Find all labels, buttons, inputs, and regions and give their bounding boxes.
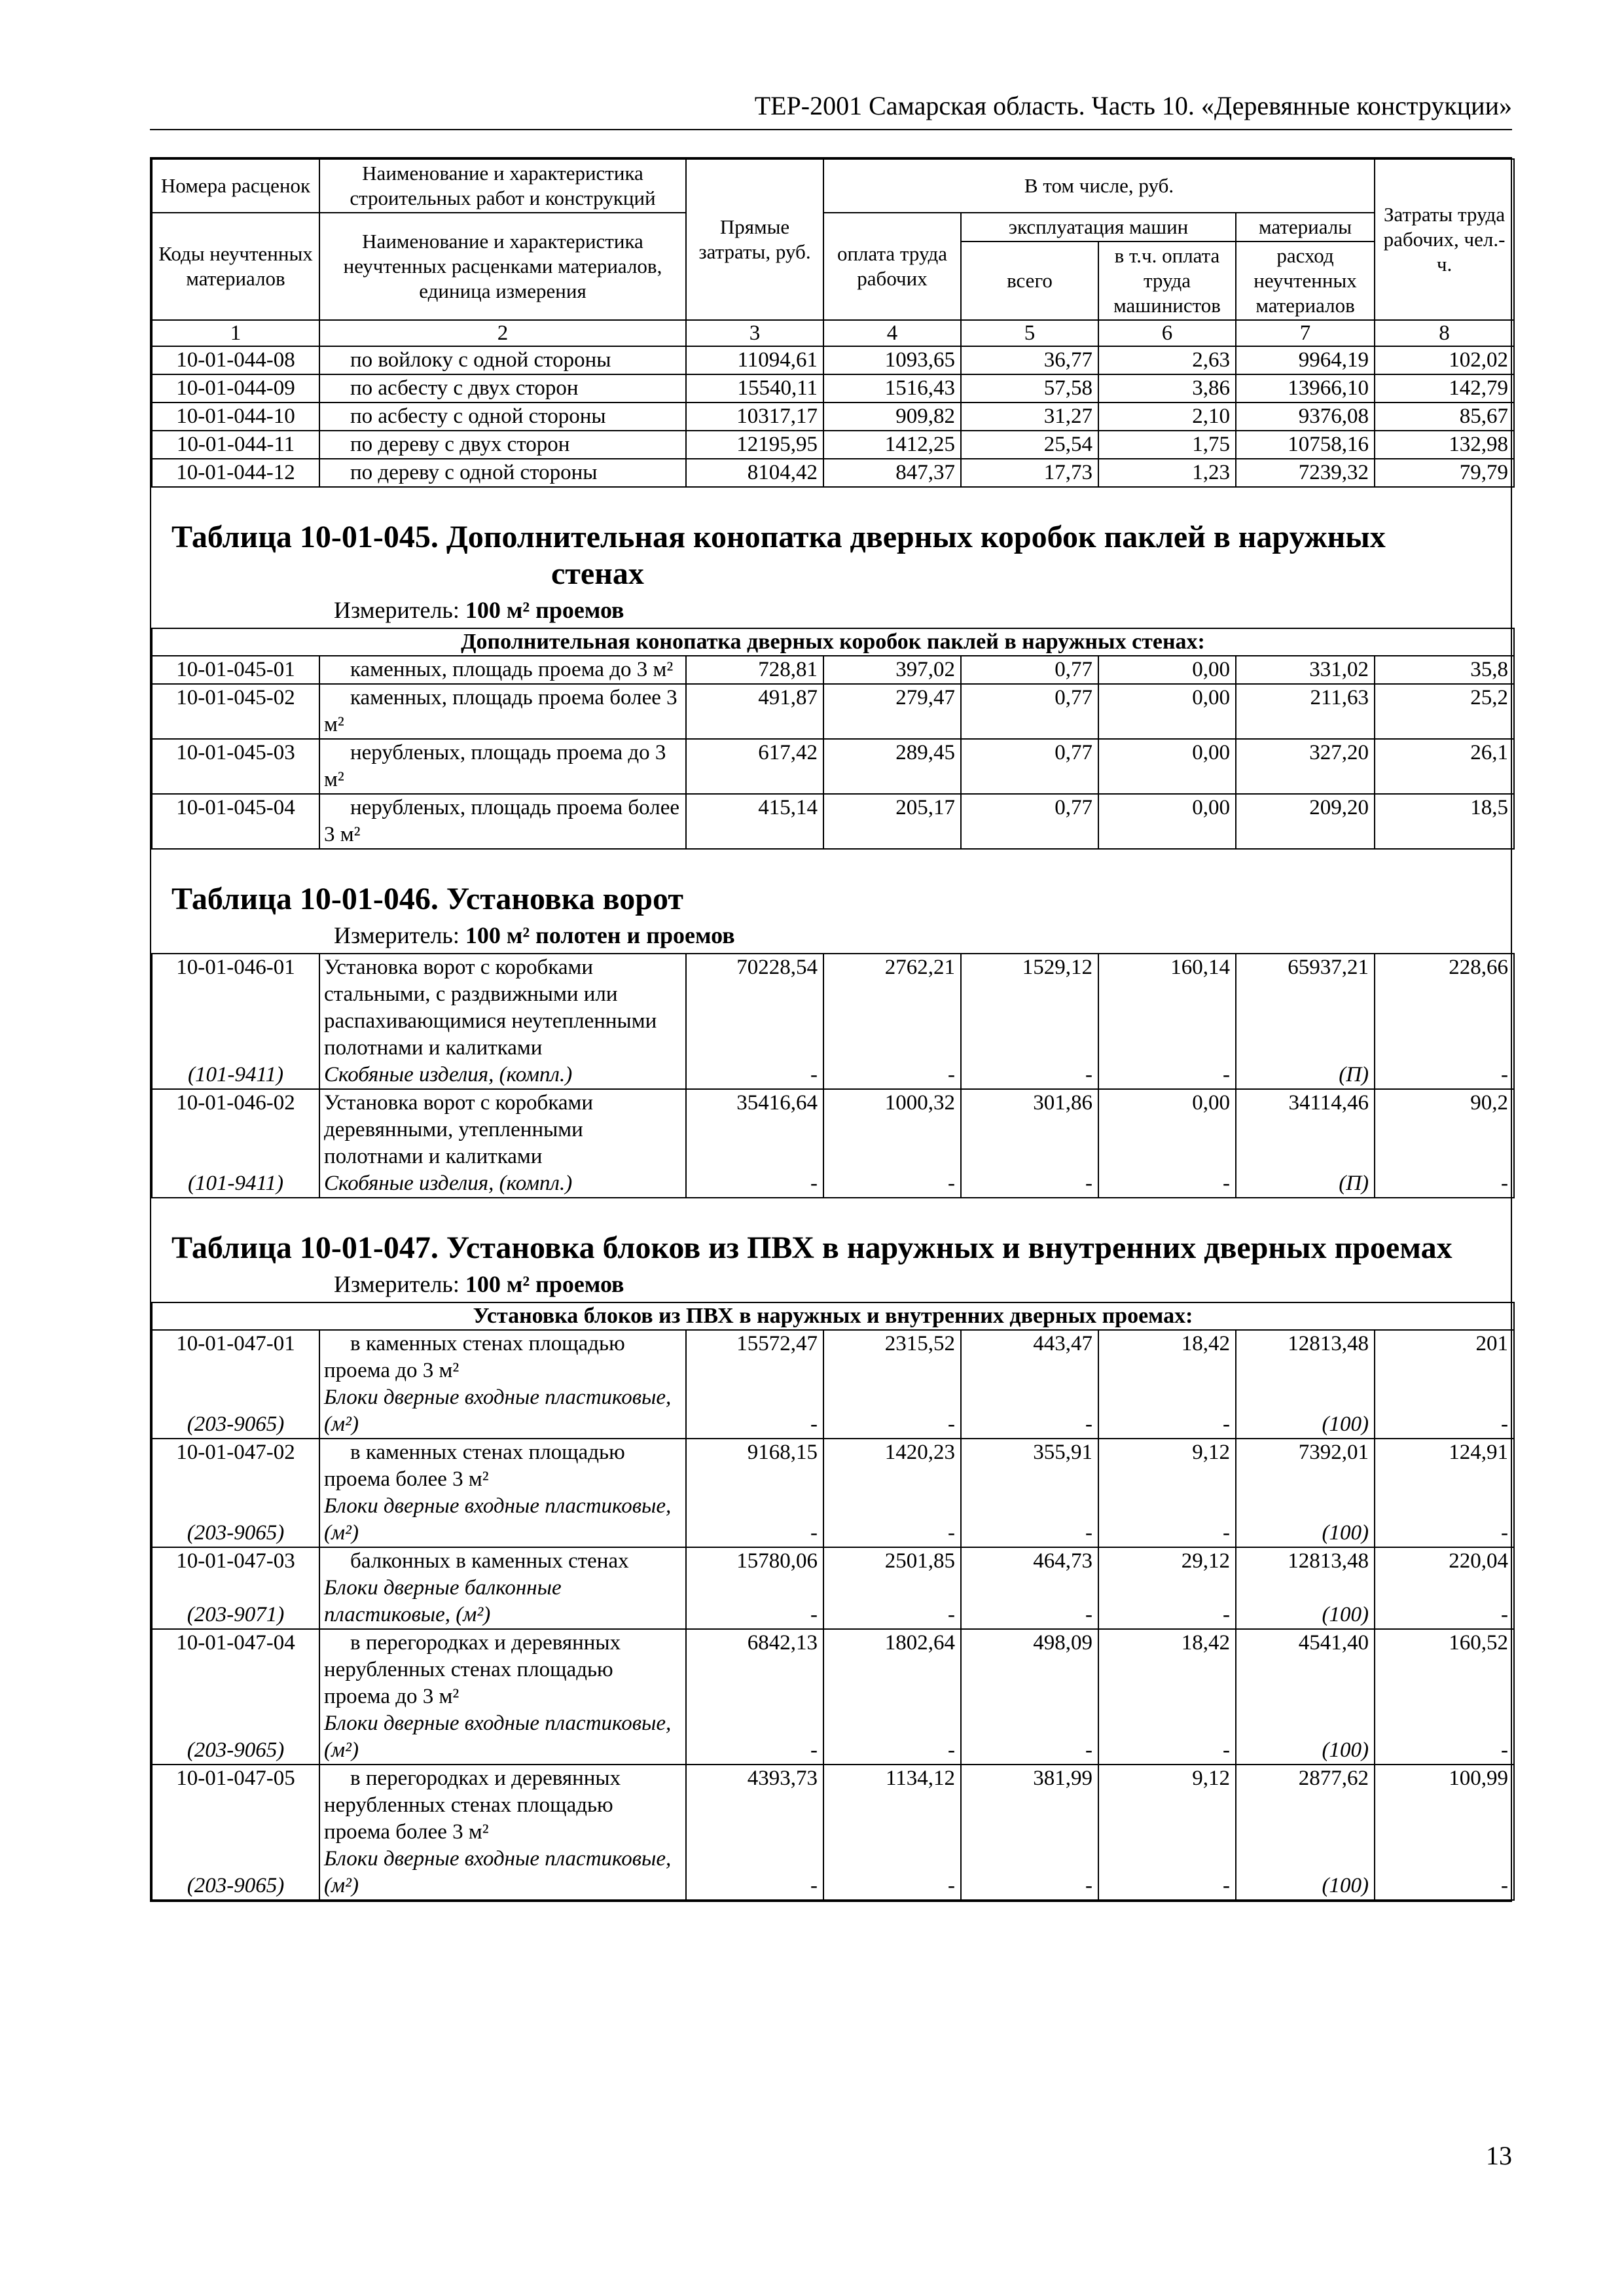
page-number: 13 xyxy=(1486,2141,1512,2170)
work-name: в каменных стенах площадью проема более 3 м² xyxy=(324,1441,625,1491)
value: 464,73 xyxy=(1033,1549,1092,1573)
rate-code: 10-01-044-11 xyxy=(152,431,319,459)
col-number: 5 xyxy=(961,320,1098,346)
value-cell xyxy=(686,1089,823,1198)
value-cell: 35,8 xyxy=(1375,656,1514,684)
table-row xyxy=(152,346,1514,374)
section-heading xyxy=(152,849,1514,954)
value-cell: 0,77 xyxy=(961,739,1098,794)
value-cell xyxy=(1236,1547,1375,1629)
table-row xyxy=(152,1439,1514,1547)
material-value: - xyxy=(1085,1874,1092,1897)
table-row xyxy=(152,1547,1514,1629)
value-cell: 18,5 xyxy=(1375,794,1514,849)
value-cell: 0,77 xyxy=(961,794,1098,849)
material-value: - xyxy=(1085,1521,1092,1545)
table-row xyxy=(152,403,1514,431)
material-value: (100) xyxy=(1322,1521,1369,1545)
rates-table xyxy=(151,158,1515,1901)
value: 4393,73 xyxy=(747,1767,818,1790)
value-cell xyxy=(1098,954,1236,1089)
value-cell: 1,23 xyxy=(1098,459,1236,487)
material-value: - xyxy=(948,1874,955,1897)
col-group-including: В том числе, руб. xyxy=(823,159,1375,213)
material-value: (100) xyxy=(1322,1738,1369,1762)
value: 228,66 xyxy=(1449,956,1509,979)
col-group-machines: эксплуатация машин xyxy=(961,213,1236,242)
value-cell: 1,75 xyxy=(1098,431,1236,459)
value: 7392,01 xyxy=(1298,1441,1369,1464)
work-name: по дереву с двух сторон xyxy=(319,431,686,459)
material-name: Блоки дверные входные пластиковые, (м²) xyxy=(324,1386,672,1436)
rate-code: 10-01-045-03 xyxy=(152,739,319,794)
material-value: - xyxy=(1223,1603,1230,1626)
value-cell: 728,81 xyxy=(686,656,823,684)
value-cell: 211,63 xyxy=(1236,684,1375,739)
material-value: - xyxy=(1501,1874,1509,1897)
value-cell: 0,00 xyxy=(1098,656,1236,684)
value-cell xyxy=(1236,1439,1375,1547)
value-cell xyxy=(1098,1629,1236,1765)
col-number: 7 xyxy=(1236,320,1375,346)
table-10-01-045 xyxy=(152,487,1514,849)
value-cell: 279,47 xyxy=(823,684,961,739)
value-cell: 85,67 xyxy=(1375,403,1514,431)
value: 2762,21 xyxy=(884,956,955,979)
col-group-materials: материалы xyxy=(1236,213,1375,242)
rate-code: 10-01-046-01 xyxy=(176,956,295,979)
material-value: - xyxy=(1223,1738,1230,1762)
material-code: (101-9411) xyxy=(187,1063,284,1086)
work-name: балконных в каменных стенах xyxy=(350,1549,629,1573)
value-cell: 0,00 xyxy=(1098,794,1236,849)
value-cell xyxy=(1375,1330,1514,1439)
table-row xyxy=(152,794,1514,849)
material-value: - xyxy=(1085,1603,1092,1626)
table-row xyxy=(152,954,1514,1089)
value: 15780,06 xyxy=(736,1549,818,1573)
col-number: 3 xyxy=(686,320,823,346)
value-cell: 289,45 xyxy=(823,739,961,794)
value: 443,47 xyxy=(1033,1332,1092,1355)
value-cell: 13966,10 xyxy=(1236,374,1375,403)
value-cell xyxy=(1375,1547,1514,1629)
name-cell xyxy=(319,1629,686,1765)
value-cell: 2,63 xyxy=(1098,346,1236,374)
material-name: Блоки дверные входные пластиковые, (м²) xyxy=(324,1847,672,1897)
material-code: (203-9065) xyxy=(187,1874,285,1897)
material-value: - xyxy=(810,1412,818,1436)
value-cell xyxy=(1375,1629,1514,1765)
value-cell: 10758,16 xyxy=(1236,431,1375,459)
rate-code: 10-01-047-05 xyxy=(176,1767,295,1790)
value-cell xyxy=(961,1547,1098,1629)
value-cell: 17,73 xyxy=(961,459,1098,487)
value: 301,86 xyxy=(1033,1091,1092,1115)
value-cell xyxy=(823,1439,961,1547)
value: 160,52 xyxy=(1449,1631,1509,1655)
rate-code: 10-01-046-02 xyxy=(176,1091,295,1115)
table-meter: Измеритель: 100 м² полотен и проемов xyxy=(334,922,735,948)
section-heading xyxy=(152,487,1514,628)
table-row xyxy=(152,374,1514,403)
value: 1420,23 xyxy=(884,1441,955,1464)
value: 9,12 xyxy=(1192,1441,1230,1464)
value-cell xyxy=(686,954,823,1089)
value-cell: 617,42 xyxy=(686,739,823,794)
work-name: по асбесту с двух сторон xyxy=(319,374,686,403)
value: 15572,47 xyxy=(736,1332,818,1355)
material-value: - xyxy=(810,1874,818,1897)
material-value: - xyxy=(1223,1521,1230,1545)
value: 1000,32 xyxy=(884,1091,955,1115)
value-cell: 11094,61 xyxy=(686,346,823,374)
rate-code: 10-01-045-01 xyxy=(152,656,319,684)
value-cell xyxy=(686,1330,823,1439)
value-cell xyxy=(1375,1089,1514,1198)
work-name: по войлоку с одной стороны xyxy=(319,346,686,374)
material-code: (203-9065) xyxy=(187,1412,285,1436)
table-subheader: Установка блоков из ПВХ в наружных и внутренних дверных проемах: xyxy=(152,1302,1514,1330)
value-cell xyxy=(823,1089,961,1198)
value-cell: 31,27 xyxy=(961,403,1098,431)
value-cell xyxy=(1098,1330,1236,1439)
value: 2877,62 xyxy=(1298,1767,1369,1790)
name-cell xyxy=(319,1765,686,1900)
value-cell: 15540,11 xyxy=(686,374,823,403)
material-value: - xyxy=(948,1521,955,1545)
material-value: - xyxy=(948,1603,955,1626)
value-cell: 2,10 xyxy=(1098,403,1236,431)
value: 1802,64 xyxy=(884,1631,955,1655)
value: 220,04 xyxy=(1449,1549,1509,1573)
value-cell: 205,17 xyxy=(823,794,961,849)
material-value: - xyxy=(1501,1063,1509,1086)
value-cell: 1412,25 xyxy=(823,431,961,459)
material-code: (203-9065) xyxy=(187,1521,285,1545)
value: 12813,48 xyxy=(1288,1332,1369,1355)
table-row xyxy=(152,1089,1514,1198)
material-code: (101-9411) xyxy=(187,1172,284,1195)
material-code: (203-9065) xyxy=(187,1738,285,1762)
value: 381,99 xyxy=(1033,1767,1092,1790)
value: 1134,12 xyxy=(885,1767,955,1790)
material-value: - xyxy=(1085,1412,1092,1436)
value-cell: 9964,19 xyxy=(1236,346,1375,374)
col-material-codes: Коды неучтенных материалов xyxy=(152,213,319,320)
value-cell: 0,77 xyxy=(961,656,1098,684)
material-value: - xyxy=(1085,1172,1092,1195)
rate-code: 10-01-047-03 xyxy=(176,1549,295,1573)
material-value: - xyxy=(948,1738,955,1762)
table-header xyxy=(152,159,1514,346)
section-heading xyxy=(152,1198,1514,1302)
table-row xyxy=(152,1629,1514,1765)
table-row xyxy=(152,1765,1514,1900)
col-number: 8 xyxy=(1375,320,1514,346)
value-cell xyxy=(1098,1439,1236,1547)
value: 498,09 xyxy=(1033,1631,1092,1655)
work-name: каменных, площадь проема до 3 м² xyxy=(319,656,686,684)
table-title: Таблица 10-01-046. Установка ворот xyxy=(171,882,683,916)
value: 160,14 xyxy=(1170,956,1230,979)
value: 9,12 xyxy=(1192,1767,1230,1790)
value-cell xyxy=(686,1547,823,1629)
value: 6842,13 xyxy=(747,1631,818,1655)
work-name: нерубленых, площадь проема более 3 м² xyxy=(319,794,686,849)
material-value: - xyxy=(1501,1412,1509,1436)
running-header: ТЕР-2001 Самарская область. Часть 10. «Деревянные конструкции» xyxy=(754,91,1512,120)
value: 90,2 xyxy=(1470,1091,1509,1115)
code-cell xyxy=(152,1439,319,1547)
table-title: Таблица 10-01-045. Дополнительная конопатка дверных коробок паклей в наружных стенах xyxy=(171,520,1386,591)
value: 18,42 xyxy=(1181,1631,1230,1655)
material-value: - xyxy=(1501,1521,1509,1545)
value-cell: 36,77 xyxy=(961,346,1098,374)
value-cell: 909,82 xyxy=(823,403,961,431)
table-row xyxy=(152,684,1514,739)
value-cell: 1516,43 xyxy=(823,374,961,403)
name-cell xyxy=(319,1439,686,1547)
value-cell: 3,86 xyxy=(1098,374,1236,403)
col-unaccounted-materials: расход неучтенных материалов xyxy=(1236,242,1375,320)
value-cell: 132,98 xyxy=(1375,431,1514,459)
value: 124,91 xyxy=(1449,1441,1509,1464)
code-cell xyxy=(152,1765,319,1900)
value: 0,00 xyxy=(1192,1091,1230,1115)
col-rate-numbers: Номера расценок xyxy=(152,159,319,213)
material-name: Скобяные изделия, (компл.) xyxy=(324,1063,573,1086)
code-cell xyxy=(152,954,319,1089)
value-cell xyxy=(823,1765,961,1900)
table-10-01-044-rows xyxy=(152,346,1514,487)
value-cell: 25,2 xyxy=(1375,684,1514,739)
value-cell xyxy=(1375,1439,1514,1547)
rates-document xyxy=(150,157,1512,1902)
value-cell xyxy=(686,1629,823,1765)
rate-code: 10-01-047-04 xyxy=(176,1631,295,1655)
col-number: 4 xyxy=(823,320,961,346)
work-name: в перегородках и деревянных нерубленных стенах площадью проема более 3 м² xyxy=(324,1767,621,1844)
material-value: - xyxy=(1085,1063,1092,1086)
value: 201 xyxy=(1475,1332,1509,1355)
col-work-name: Наименование и характеристика строительных работ и конструкций xyxy=(319,159,686,213)
material-value: - xyxy=(1501,1738,1509,1762)
material-value: - xyxy=(948,1172,955,1195)
name-cell xyxy=(319,1330,686,1439)
value-cell: 331,02 xyxy=(1236,656,1375,684)
table-subheader: Дополнительная конопатка дверных коробок паклей в наружных стенах: xyxy=(152,628,1514,656)
code-cell xyxy=(152,1089,319,1198)
material-value: - xyxy=(810,1172,818,1195)
value-cell: 491,87 xyxy=(686,684,823,739)
col-machinist-pay: в т.ч. оплата труда машинистов xyxy=(1098,242,1236,320)
value-cell xyxy=(1236,1330,1375,1439)
value-cell: 415,14 xyxy=(686,794,823,849)
material-value: - xyxy=(810,1521,818,1545)
table-row xyxy=(152,739,1514,794)
rate-code: 10-01-045-02 xyxy=(152,684,319,739)
value-cell: 25,54 xyxy=(961,431,1098,459)
value-cell xyxy=(1375,954,1514,1089)
value-cell xyxy=(961,1629,1098,1765)
value-cell: 209,20 xyxy=(1236,794,1375,849)
col-material-name: Наименование и характеристика неучтенных расценками материалов, единица измерения xyxy=(319,213,686,320)
value-cell xyxy=(1098,1765,1236,1900)
name-cell xyxy=(319,1089,686,1198)
value-cell: 7239,32 xyxy=(1236,459,1375,487)
code-cell xyxy=(152,1547,319,1629)
value-cell: 102,02 xyxy=(1375,346,1514,374)
col-labor-hours: Затраты труда рабочих, чел.-ч. xyxy=(1375,159,1514,320)
value: 2315,52 xyxy=(884,1332,955,1355)
value-cell: 57,58 xyxy=(961,374,1098,403)
code-cell xyxy=(152,1629,319,1765)
value-cell xyxy=(823,1330,961,1439)
value-cell: 847,37 xyxy=(823,459,961,487)
material-name: Блоки дверные входные пластиковые, (м²) xyxy=(324,1494,672,1545)
value-cell xyxy=(1098,1547,1236,1629)
material-value: - xyxy=(1223,1412,1230,1436)
material-value: (100) xyxy=(1322,1412,1369,1436)
value-cell xyxy=(1375,1765,1514,1900)
rate-code: 10-01-044-09 xyxy=(152,374,319,403)
material-value: - xyxy=(1085,1738,1092,1762)
value: 9168,15 xyxy=(747,1441,818,1464)
value-cell: 1093,65 xyxy=(823,346,961,374)
table-10-01-047 xyxy=(152,1198,1514,1900)
material-name: Блоки дверные балконные пластиковые, (м²) xyxy=(324,1576,562,1626)
value-cell xyxy=(823,954,961,1089)
value-cell xyxy=(961,1765,1098,1900)
material-value: - xyxy=(810,1603,818,1626)
material-value: (П) xyxy=(1339,1063,1369,1086)
value-cell: 397,02 xyxy=(823,656,961,684)
work-name: в перегородках и деревянных нерубленных стенах площадью проема до 3 м² xyxy=(324,1631,621,1708)
value: 34114,46 xyxy=(1288,1091,1369,1115)
table-row xyxy=(152,431,1514,459)
value-cell: 26,1 xyxy=(1375,739,1514,794)
work-name: нерубленых, площадь проема до 3 м² xyxy=(319,739,686,794)
value: 1529,12 xyxy=(1022,956,1092,979)
value-cell: 79,79 xyxy=(1375,459,1514,487)
value-cell: 0,00 xyxy=(1098,684,1236,739)
value-cell xyxy=(686,1765,823,1900)
value-cell: 0,77 xyxy=(961,684,1098,739)
value-cell: 0,00 xyxy=(1098,739,1236,794)
work-name: Установка ворот с коробками стальными, с раздвижными или распахивающимися неутепленными полотнами и калитками xyxy=(324,956,657,1060)
rate-code: 10-01-044-10 xyxy=(152,403,319,431)
value-cell: 9376,08 xyxy=(1236,403,1375,431)
material-value: (П) xyxy=(1339,1172,1369,1195)
value-cell: 142,79 xyxy=(1375,374,1514,403)
value: 2501,85 xyxy=(884,1549,955,1573)
col-worker-pay: оплата труда рабочих xyxy=(823,213,961,320)
material-value: (100) xyxy=(1322,1603,1369,1626)
table-row xyxy=(152,459,1514,487)
value-cell xyxy=(1236,1629,1375,1765)
table-10-01-046 xyxy=(152,849,1514,1198)
value-cell: 8104,42 xyxy=(686,459,823,487)
header-rule xyxy=(150,129,1512,130)
table-row xyxy=(152,1330,1514,1439)
rate-code: 10-01-044-12 xyxy=(152,459,319,487)
rate-code: 10-01-047-01 xyxy=(176,1332,295,1355)
value-cell xyxy=(961,1439,1098,1547)
value-cell xyxy=(686,1439,823,1547)
value-cell: 327,20 xyxy=(1236,739,1375,794)
value: 12813,48 xyxy=(1288,1549,1369,1573)
code-cell xyxy=(152,1330,319,1439)
value-cell xyxy=(823,1547,961,1629)
value: 355,91 xyxy=(1033,1441,1092,1464)
rate-code: 10-01-045-04 xyxy=(152,794,319,849)
value-cell xyxy=(961,1089,1098,1198)
value-cell xyxy=(961,954,1098,1089)
col-machines-total: всего xyxy=(961,242,1098,320)
material-value: - xyxy=(1501,1172,1509,1195)
col-number: 1 xyxy=(152,320,319,346)
material-code: (203-9071) xyxy=(187,1603,285,1626)
name-cell xyxy=(319,954,686,1089)
value-cell: 12195,95 xyxy=(686,431,823,459)
work-name: каменных, площадь проема более 3 м² xyxy=(319,684,686,739)
material-name: Скобяные изделия, (компл.) xyxy=(324,1172,573,1195)
work-name: в каменных стенах площадью проема до 3 м² xyxy=(324,1332,625,1382)
col-number: 2 xyxy=(319,320,686,346)
table-row xyxy=(152,656,1514,684)
name-cell xyxy=(319,1547,686,1629)
work-name: по асбесту с одной стороны xyxy=(319,403,686,431)
work-name: по дереву с одной стороны xyxy=(319,459,686,487)
col-direct-costs: Прямые затраты, руб. xyxy=(686,159,823,320)
value-cell xyxy=(823,1629,961,1765)
material-name: Блоки дверные входные пластиковые, (м²) xyxy=(324,1712,672,1762)
value: 29,12 xyxy=(1181,1549,1230,1573)
table-meter: Измеритель: 100 м² проемов xyxy=(334,1271,624,1297)
material-value: - xyxy=(1223,1063,1230,1086)
value: 35416,64 xyxy=(736,1091,818,1115)
material-value: - xyxy=(810,1738,818,1762)
material-value: - xyxy=(1501,1603,1509,1626)
value: 18,42 xyxy=(1181,1332,1230,1355)
value: 70228,54 xyxy=(736,956,818,979)
work-name: Установка ворот с коробками деревянными, утепленными полотнами и калитками xyxy=(324,1091,594,1168)
value-cell xyxy=(1098,1089,1236,1198)
table-title: Таблица 10-01-047. Установка блоков из ПВХ в наружных и внутренних дверных проемах xyxy=(171,1230,1453,1265)
value: 4541,40 xyxy=(1298,1631,1369,1655)
material-value: - xyxy=(948,1412,955,1436)
material-value: - xyxy=(948,1063,955,1086)
rate-code: 10-01-044-08 xyxy=(152,346,319,374)
value-cell xyxy=(961,1330,1098,1439)
value: 100,99 xyxy=(1449,1767,1509,1790)
table-meter: Измеритель: 100 м² проемов xyxy=(334,597,624,623)
material-value: - xyxy=(1223,1172,1230,1195)
value-cell xyxy=(1236,954,1375,1089)
material-value: (100) xyxy=(1322,1874,1369,1897)
material-value: - xyxy=(810,1063,818,1086)
value-cell: 10317,17 xyxy=(686,403,823,431)
value-cell xyxy=(1236,1765,1375,1900)
material-value: - xyxy=(1223,1874,1230,1897)
value: 65937,21 xyxy=(1288,956,1369,979)
col-number: 6 xyxy=(1098,320,1236,346)
rate-code: 10-01-047-02 xyxy=(176,1441,295,1464)
value-cell xyxy=(1236,1089,1375,1198)
